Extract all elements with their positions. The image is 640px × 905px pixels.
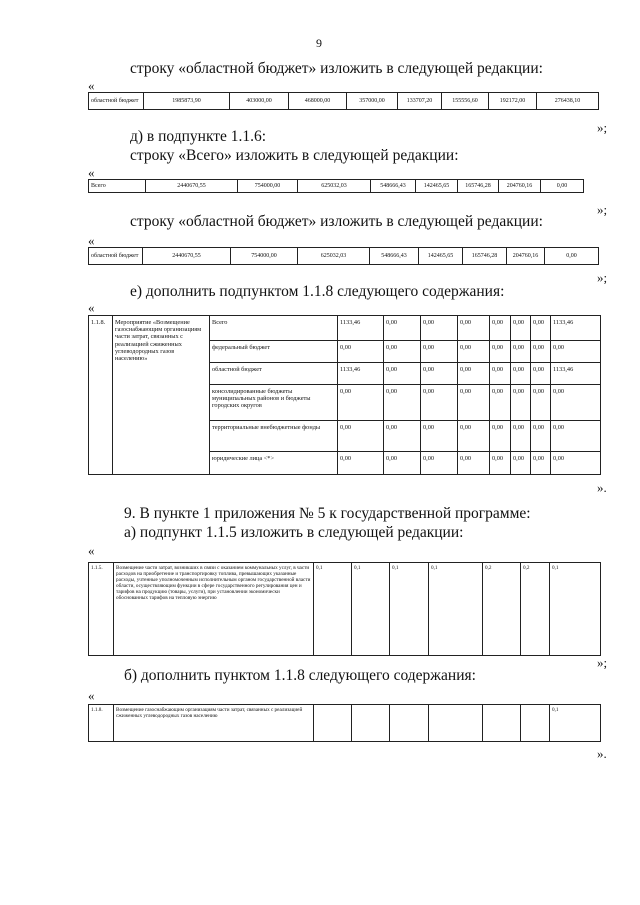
table-item-1-1-5 (88, 562, 601, 656)
table-cell: 0,1 (429, 563, 483, 656)
table-cell: областной бюджет (210, 363, 338, 385)
close-quote: ». (597, 746, 607, 761)
table-cell: 0,00 (421, 421, 458, 452)
page-number: 9 (316, 36, 322, 50)
section-heading: б) дополнить пунктом 1.1.8 следующего содержания: (124, 667, 476, 684)
table-cell: 0,00 (421, 341, 458, 363)
close-quote: »; (597, 202, 608, 217)
table-cell: Всего (89, 180, 146, 193)
table-cell: 0,00 (384, 385, 421, 421)
table-cell: 625032,03 (298, 248, 370, 265)
table-cell: 548666,43 (370, 248, 419, 265)
table-cell: 0,00 (511, 363, 531, 385)
table-cell: 0,00 (458, 452, 490, 475)
table-cell: 0,00 (421, 385, 458, 421)
table-item-1-1-8 (88, 704, 601, 742)
section-heading: д) в подпункте 1.1.6: (130, 128, 267, 145)
table-cell: 0,00 (458, 363, 490, 385)
table-cell: 754000,00 (231, 248, 298, 265)
table-cell: 0,00 (458, 316, 490, 341)
table-cell: 142465,65 (419, 248, 463, 265)
table-cell: 0,00 (551, 421, 601, 452)
table-cell: 0,00 (384, 341, 421, 363)
table-row (89, 705, 601, 742)
table-cell: 0,00 (545, 248, 599, 265)
table-regional-budget-2 (88, 247, 599, 265)
table-cell: 0,00 (384, 316, 421, 341)
table-cell: 0,00 (531, 363, 551, 385)
close-quote: ». (597, 480, 607, 495)
table-cell: 0,00 (421, 363, 458, 385)
table-cell: 276438,10 (537, 93, 599, 110)
section-heading: е) дополнить подпунктом 1.1.8 следующего содержания: (130, 283, 505, 300)
open-quote: « (88, 543, 95, 558)
table-cell: 0,00 (458, 341, 490, 363)
table-cell: 0,1 (550, 705, 601, 742)
table-cell: 1133,46 (551, 363, 601, 385)
table-cell: 1.1.5. (89, 563, 114, 656)
table-cell: федеральный бюджет (210, 341, 338, 363)
table-cell: 0,00 (490, 363, 511, 385)
open-quote: « (88, 165, 95, 180)
table-row (89, 93, 599, 110)
close-quote: »; (597, 655, 608, 670)
table-cell: 0,00 (551, 341, 601, 363)
table-cell: 0,00 (384, 452, 421, 475)
table-cell: 0,00 (490, 452, 511, 475)
table-cell: 754000,00 (238, 180, 298, 193)
table-cell: 165746,28 (458, 180, 499, 193)
table-cell: 2440670,55 (143, 248, 231, 265)
table-cell: 0,1 (550, 563, 601, 656)
table-cell: 0,00 (338, 421, 384, 452)
section-heading: 9. В пункте 1 приложения № 5 к государственной программе: (124, 505, 531, 522)
table-total (88, 179, 584, 193)
table-cell: 1133,46 (338, 363, 384, 385)
table-cell: 548666,43 (371, 180, 416, 193)
table-measure-1-1-8 (88, 315, 601, 475)
table-row (89, 563, 601, 656)
table-cell: 155556,60 (442, 93, 489, 110)
table-cell: Всего (210, 316, 338, 341)
table-cell: 0,00 (384, 363, 421, 385)
table-cell: 0,00 (458, 421, 490, 452)
table-cell: 468000,00 (289, 93, 347, 110)
table-cell: 0,00 (531, 421, 551, 452)
table-cell: 1133,46 (551, 316, 601, 341)
table-cell: 0,00 (338, 452, 384, 475)
table-cell: 133707,20 (398, 93, 442, 110)
table-cell (390, 705, 429, 742)
table-cell: 192172,00 (489, 93, 537, 110)
table-cell: 0,00 (541, 180, 584, 193)
table-cell: 0,00 (458, 385, 490, 421)
table-cell: 403000,00 (230, 93, 289, 110)
table-cell (429, 705, 483, 742)
table-cell: 204760,16 (507, 248, 545, 265)
table-cell: 0,00 (531, 452, 551, 475)
table-cell: 0,00 (338, 341, 384, 363)
open-quote: « (88, 300, 95, 315)
table-cell: 0,00 (551, 452, 601, 475)
table-cell: 0,00 (531, 341, 551, 363)
table-cell (483, 705, 521, 742)
table-cell: 0,00 (531, 316, 551, 341)
table-cell: 0,00 (551, 385, 601, 421)
table-cell: 0,00 (338, 385, 384, 421)
table-row (89, 248, 599, 265)
table-regional-budget-1 (88, 92, 599, 110)
open-quote: « (88, 78, 95, 93)
table-cell: Возмещение газоснабжающим организациям части затрат, связанных с реализацией сжиженных углеводородных газов населению (114, 705, 314, 742)
table-cell: 0,00 (490, 316, 511, 341)
table-cell: 0,00 (421, 452, 458, 475)
table-cell: 0,2 (483, 563, 521, 656)
table-cell: 204760,16 (499, 180, 541, 193)
open-quote: « (88, 233, 95, 248)
table-cell: Мероприятие «Возмещение газоснабжающим организациям части затрат, связанных с реализацией сжиженных углеводородных газов населению» (113, 316, 210, 475)
table-cell (352, 705, 390, 742)
table-cell: 0,00 (490, 385, 511, 421)
table-cell: 357000,00 (347, 93, 398, 110)
table-cell: территориальные внебюджетные фонды (210, 421, 338, 452)
table-cell: 0,2 (521, 563, 550, 656)
close-quote: »; (597, 120, 608, 135)
table-cell (521, 705, 550, 742)
table-cell: 2440670,55 (146, 180, 238, 193)
section-heading: а) подпункт 1.1.5 изложить в следующей редакции: (124, 524, 464, 541)
table-row (89, 316, 601, 341)
section-heading: строку «областной бюджет» изложить в следующей редакции: (130, 60, 543, 77)
table-cell: 1133,46 (338, 316, 384, 341)
table-cell: 0,00 (421, 316, 458, 341)
section-heading: строку «Всего» изложить в следующей редакции: (130, 147, 459, 164)
open-quote: « (88, 688, 95, 703)
table-cell: 0,00 (490, 421, 511, 452)
table-cell: 0,00 (384, 421, 421, 452)
table-cell: 0,1 (390, 563, 429, 656)
table-cell: юридические лица <*> (210, 452, 338, 475)
table-row (89, 180, 584, 193)
table-cell: областной бюджет (89, 248, 143, 265)
table-cell: 0,00 (511, 452, 531, 475)
table-cell: 165746,28 (463, 248, 507, 265)
table-cell: консолидированные бюджеты муниципальных районов и бюджеты городских округов (210, 385, 338, 421)
table-cell: 1985873,90 (144, 93, 230, 110)
table-cell: Возмещение части затрат, возникших в связи с оказанием коммунальных услуг, в части расходов на приобретение и транспортировку топлива, превышающих указанные расходы, учтенные уполномоченным исполнительным органом государственной власти области, осуществляющим функции в сфере государственного регулирования цен и тарифов на продукцию (товары, услуги), при установлении экономически обоснованных тарифов на тепловую энергию (114, 563, 314, 656)
section-heading: строку «областной бюджет» изложить в следующей редакции: (130, 213, 543, 230)
table-cell: 0,00 (531, 385, 551, 421)
table-cell: 0,00 (511, 316, 531, 341)
table-cell: 0,1 (352, 563, 390, 656)
table-cell: 625032,03 (298, 180, 371, 193)
table-cell: 1.1.8. (89, 705, 114, 742)
table-cell: областной бюджет (89, 93, 144, 110)
table-cell: 0,00 (511, 421, 531, 452)
table-cell: 142465,65 (416, 180, 458, 193)
table-cell: 0,00 (511, 341, 531, 363)
table-cell (314, 705, 352, 742)
table-cell: 0,1 (314, 563, 352, 656)
close-quote: »; (597, 270, 608, 285)
table-cell: 1.1.8. (89, 316, 113, 475)
table-cell: 0,00 (490, 341, 511, 363)
table-cell: 0,00 (511, 385, 531, 421)
